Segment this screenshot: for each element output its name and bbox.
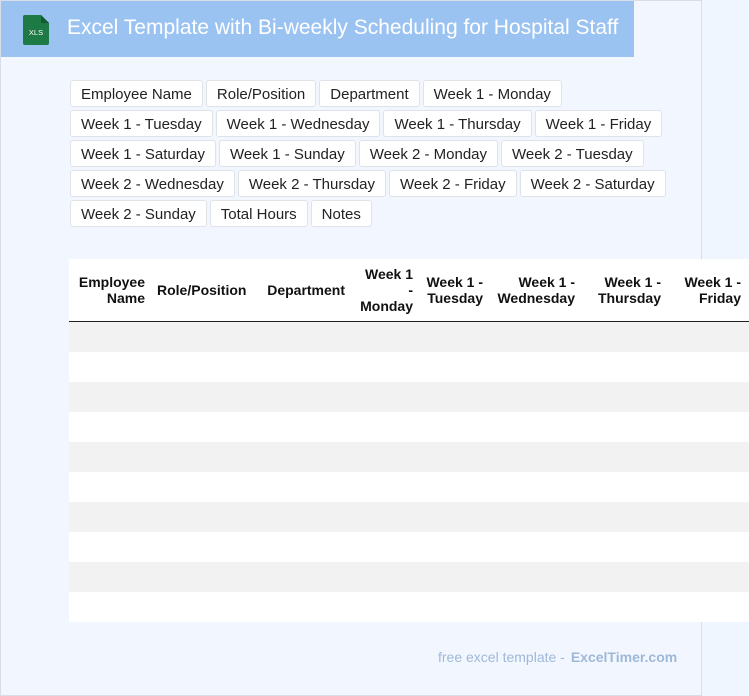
table-cell[interactable]	[353, 532, 421, 562]
table-row	[69, 412, 749, 442]
table-cell[interactable]	[69, 382, 153, 412]
table-cell[interactable]	[583, 502, 669, 532]
table-cell[interactable]	[253, 592, 353, 622]
table-body	[69, 322, 749, 623]
field-chip[interactable]: Role/Position	[206, 80, 316, 107]
table-cell[interactable]	[583, 412, 669, 442]
table-row	[69, 502, 749, 532]
table-cell[interactable]	[69, 322, 153, 353]
table-cell[interactable]	[69, 502, 153, 532]
field-chip[interactable]: Week 2 - Sunday	[70, 200, 207, 227]
table-cell[interactable]	[253, 442, 353, 472]
column-header: Week 1 - Friday	[669, 259, 749, 322]
table-row	[69, 562, 749, 592]
svg-text:XLS: XLS	[28, 28, 44, 37]
table-cell[interactable]	[69, 412, 153, 442]
column-header: Week 1 - Tuesday	[421, 259, 491, 322]
table-cell[interactable]	[421, 502, 491, 532]
table-cell[interactable]	[583, 472, 669, 502]
table-cell[interactable]	[253, 322, 353, 353]
table-cell[interactable]	[153, 412, 253, 442]
table-cell[interactable]	[583, 532, 669, 562]
table-cell[interactable]	[353, 592, 421, 622]
table-cell[interactable]	[491, 532, 583, 562]
footer-credit	[438, 649, 677, 665]
table-cell[interactable]	[421, 472, 491, 502]
table-cell[interactable]	[253, 412, 353, 442]
table-cell[interactable]	[353, 412, 421, 442]
field-chip[interactable]: Total Hours	[210, 200, 308, 227]
field-chip[interactable]: Week 2 - Tuesday	[501, 140, 644, 167]
table-cell[interactable]	[253, 562, 353, 592]
footer-text: free excel template -	[438, 649, 565, 665]
field-chip[interactable]: Department	[319, 80, 419, 107]
table-cell[interactable]	[421, 532, 491, 562]
field-chip[interactable]: Week 2 - Monday	[359, 140, 498, 167]
table-cell[interactable]	[69, 562, 153, 592]
field-chip[interactable]: Week 2 - Friday	[389, 170, 517, 197]
table-cell[interactable]	[153, 382, 253, 412]
table-cell[interactable]	[153, 442, 253, 472]
table-cell[interactable]	[353, 382, 421, 412]
table-cell[interactable]	[583, 322, 669, 353]
table-cell[interactable]	[669, 322, 749, 353]
table-cell[interactable]	[669, 562, 749, 592]
field-chip[interactable]: Week 1 - Friday	[535, 110, 663, 137]
field-chip[interactable]: Employee Name	[70, 80, 203, 107]
table-cell[interactable]	[669, 352, 749, 382]
table-cell[interactable]	[69, 592, 153, 622]
table-cell[interactable]	[353, 322, 421, 353]
table-cell[interactable]	[491, 322, 583, 353]
table-cell[interactable]	[353, 562, 421, 592]
table-cell[interactable]	[669, 382, 749, 412]
field-chip[interactable]: Week 1 - Monday	[423, 80, 562, 107]
table-cell[interactable]	[421, 442, 491, 472]
table-row	[69, 442, 749, 472]
table-cell[interactable]	[153, 532, 253, 562]
column-header: Week 1 - Monday	[353, 259, 421, 322]
table-cell[interactable]	[153, 502, 253, 532]
table-cell[interactable]	[69, 442, 153, 472]
table-cell[interactable]	[583, 592, 669, 622]
column-header: Employee Name	[69, 259, 153, 322]
field-chip[interactable]: Week 1 - Wednesday	[216, 110, 381, 137]
table-cell[interactable]	[583, 382, 669, 412]
table-cell[interactable]	[353, 442, 421, 472]
table-row	[69, 352, 749, 382]
table-cell[interactable]	[421, 352, 491, 382]
table-cell[interactable]	[491, 592, 583, 622]
table-cell[interactable]	[669, 472, 749, 502]
table-cell[interactable]	[421, 562, 491, 592]
table-cell[interactable]	[353, 472, 421, 502]
table-cell[interactable]	[583, 352, 669, 382]
table-cell[interactable]	[153, 562, 253, 592]
column-header: Department	[253, 259, 353, 322]
table-cell[interactable]	[253, 352, 353, 382]
table-cell[interactable]	[253, 472, 353, 502]
schedule-table	[69, 259, 749, 622]
field-chip[interactable]: Week 2 - Thursday	[238, 170, 386, 197]
table-cell[interactable]	[253, 532, 353, 562]
table-cell[interactable]	[491, 352, 583, 382]
table-cell[interactable]	[69, 352, 153, 382]
table-row	[69, 592, 749, 622]
table-row	[69, 382, 749, 412]
title-banner	[1, 1, 634, 57]
table-cell[interactable]	[669, 502, 749, 532]
table-cell[interactable]	[491, 442, 583, 472]
table-row	[69, 322, 749, 353]
field-chip[interactable]: Week 2 - Wednesday	[70, 170, 235, 197]
table-cell[interactable]	[491, 562, 583, 592]
field-chip[interactable]: Week 1 - Tuesday	[70, 110, 213, 137]
table-cell[interactable]	[583, 562, 669, 592]
table-cell[interactable]	[69, 532, 153, 562]
table-cell[interactable]	[421, 322, 491, 353]
field-chip[interactable]: Notes	[311, 200, 372, 227]
table-cell[interactable]	[253, 502, 353, 532]
field-chip[interactable]: Week 1 - Thursday	[383, 110, 531, 137]
table-cell[interactable]	[353, 502, 421, 532]
table-row	[69, 472, 749, 502]
table-cell[interactable]	[421, 412, 491, 442]
field-chip[interactable]: Week 1 - Saturday	[70, 140, 216, 167]
field-chip[interactable]: Week 1 - Sunday	[219, 140, 356, 167]
column-header: Role/Position	[153, 259, 253, 322]
table-cell[interactable]	[669, 592, 749, 622]
table-cell[interactable]	[583, 442, 669, 472]
table-cell[interactable]	[353, 352, 421, 382]
table-cell[interactable]	[669, 442, 749, 472]
footer-brand-link[interactable]: ExcelTimer.com	[570, 649, 678, 665]
table-cell[interactable]	[421, 382, 491, 412]
table-cell[interactable]	[491, 412, 583, 442]
table-cell[interactable]	[421, 592, 491, 622]
table-cell[interactable]	[253, 382, 353, 412]
table-cell[interactable]	[491, 382, 583, 412]
column-header: Week 1 - Wednesday	[491, 259, 583, 322]
schedule-table-container[interactable]	[69, 259, 741, 622]
table-cell[interactable]	[669, 532, 749, 562]
table-cell[interactable]	[153, 322, 253, 353]
table-row	[69, 532, 749, 562]
page-title: Excel Template with Bi-weekly Scheduling for Hospital Staff	[67, 16, 619, 39]
excel-file-icon	[23, 15, 49, 45]
table-cell[interactable]	[669, 412, 749, 442]
table-cell[interactable]	[491, 472, 583, 502]
table-cell[interactable]	[69, 472, 153, 502]
field-chip-list	[70, 80, 700, 227]
column-header: Week 1 - Thursday	[583, 259, 669, 322]
field-chip[interactable]: Week 2 - Saturday	[520, 170, 666, 197]
table-cell[interactable]	[153, 592, 253, 622]
table-cell[interactable]	[153, 472, 253, 502]
table-cell[interactable]	[153, 352, 253, 382]
table-header-row	[69, 259, 749, 322]
table-cell[interactable]	[491, 502, 583, 532]
